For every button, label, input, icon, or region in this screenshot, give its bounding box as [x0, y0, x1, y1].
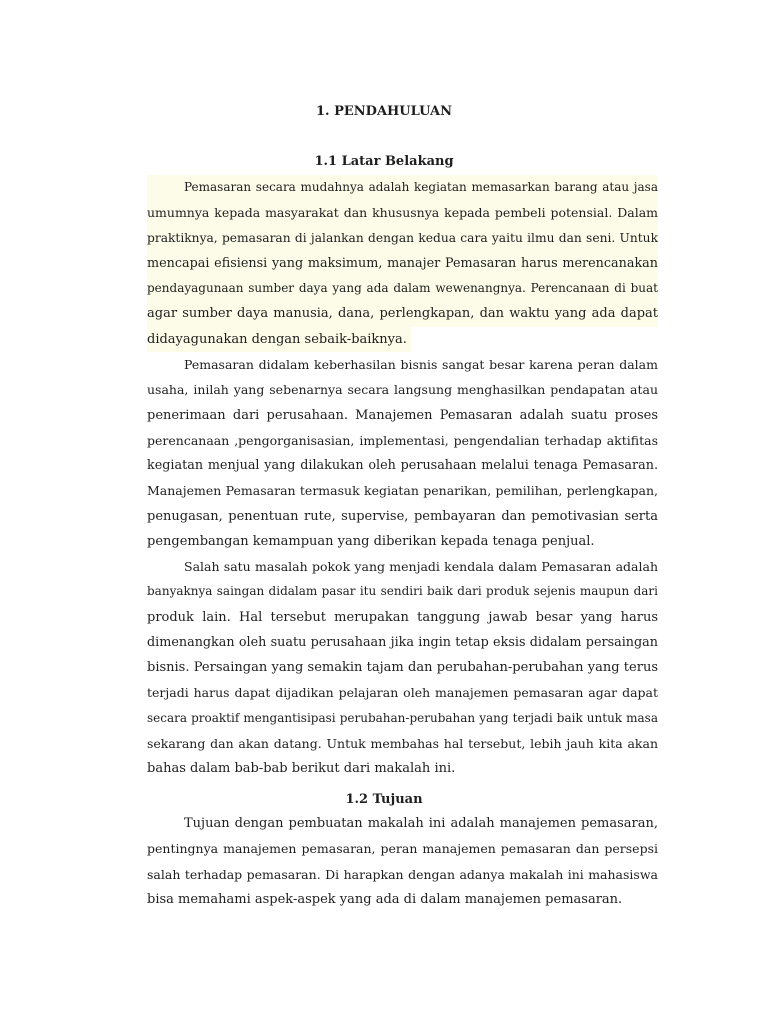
- section-heading-tujuan: 1.2 Tujuan: [345, 792, 423, 807]
- paragraph-line: banyaknya saingan didalam pasar itu sendiri baik dari produk sejenis maupun dari: [147, 584, 658, 599]
- paragraph-line: terjadi harus dapat dijadikan pelajaran oleh manajemen pemasaran agar dapat: [147, 685, 658, 701]
- paragraph-line: Manajemen Pemasaran termasuk kegiatan penarikan, pemilihan, perlengkapan,: [147, 483, 658, 499]
- paragraph-line: pengembangan kemampuan yang diberikan kepada tenaga penjual.: [147, 534, 595, 550]
- paragraph-line: secara proaktif mengantisipasi perubahan-perubahan yang terjadi baik untuk masa: [147, 710, 658, 725]
- paragraph-line: penugasan, penentuan rute, supervise, pembayaran dan pemotivasian serta: [147, 508, 658, 524]
- paragraph-2: [147, 352, 658, 554]
- paragraph-line: produk lain. Hal tersebut merupakan tanggung jawab besar yang harus: [147, 609, 658, 625]
- paragraph-line: praktiknya, pemasaran di jalankan dengan kedua cara yaitu ilmu dan seni. Untuk: [147, 226, 658, 251]
- section-heading-latar-belakang: 1.1 Latar Belakang: [314, 154, 454, 169]
- paragraph-line: mencapai efisiensi yang maksimum, manajer Pemasaran harus merencanakan: [147, 251, 658, 276]
- paragraph-line: pendayagunaan sumber daya yang ada dalam wewenangnya. Perencanaan di buat: [147, 276, 658, 301]
- paragraph-line: bisnis. Persaingan yang semakin tajam dan perubahan-perubahan yang terus: [147, 660, 658, 676]
- paragraph-line: sekarang dan akan datang. Untuk membahas hal tersebut, lebih jauh kita akan: [147, 736, 658, 752]
- paragraph-line: usaha, inilah yang sebenarnya secara langsung menghasilkan pendapatan atau: [147, 382, 658, 398]
- paragraph-line: perencanaan ,pengorganisasian, implementasi, pengendalian terhadap aktifitas: [147, 432, 658, 448]
- paragraph-line: salah terhadap pemasaran. Di harapkan dengan adanya makalah ini mahasiswa: [147, 866, 658, 882]
- paragraph-4: [147, 811, 658, 912]
- paragraph-line: dimenangkan oleh suatu perusahaan jika ingin tetap eksis didalam persaingan: [147, 634, 658, 650]
- paragraph-line: umumnya kepada masyarakat dan khususnya kepada pembeli potensial. Dalam: [147, 200, 658, 225]
- paragraph-line: didayagunakan dengan sebaik-baiknya.: [147, 327, 411, 352]
- paragraph-line: bisa memahami aspek-aspek yang ada di dalam manajemen pemasaran.: [147, 891, 623, 907]
- paragraph-line: Tujuan dengan pembuatan makalah ini adalah manajemen pemasaran,: [184, 816, 658, 831]
- paragraph-line: Pemasaran secara mudahnya adalah kegiatan memasarkan barang atau jasa: [147, 175, 658, 200]
- paragraph-line: pentingnya manajemen pemasaran, peran manajemen pemasaran dan persepsi: [147, 841, 658, 857]
- paragraph-line: agar sumber daya manusia, dana, perlengkapan, dan waktu yang ada dapat: [147, 301, 658, 326]
- paragraph-line: Salah satu masalah pokok yang menjadi kendala dalam Pemasaran adalah: [184, 559, 658, 574]
- paragraph-line: bahas dalam bab-bab berikut dari makalah ini.: [147, 761, 456, 777]
- paragraph-line: Pemasaran didalam keberhasilan bisnis sangat besar karena peran dalam: [184, 357, 658, 372]
- paragraph-line: penerimaan dari perusahaan. Manajemen Pemasaran adalah suatu proses: [147, 407, 658, 423]
- paragraph-3: [147, 554, 658, 782]
- paragraph-line: kegiatan menjual yang dilakukan oleh perusahaan melalui tenaga Pemasaran.: [147, 458, 658, 474]
- paragraph-1: [147, 175, 658, 352]
- chapter-title: 1. PENDAHULUAN: [316, 104, 452, 119]
